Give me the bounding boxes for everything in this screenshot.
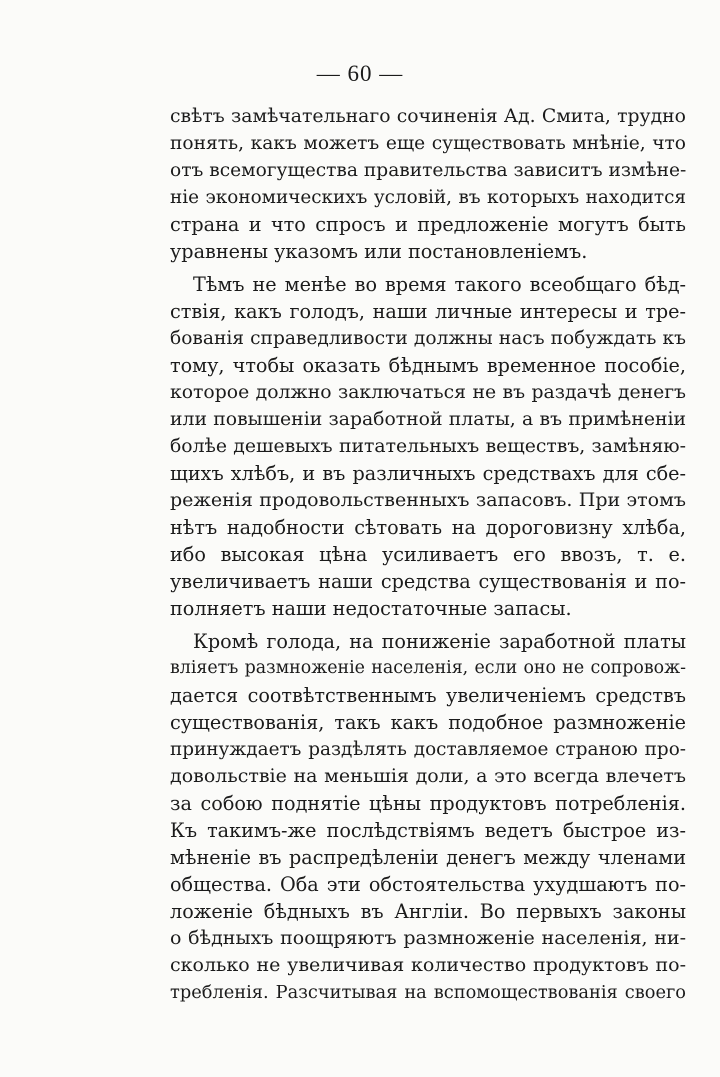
paragraph-2 <box>170 271 686 622</box>
text-line: которое должно заключаться не въ раздачѣ денегъ <box>170 382 686 403</box>
text-line: дается соотвѣтственнымъ увеличеніемъ средствъ <box>170 684 686 707</box>
body-text <box>170 103 686 1006</box>
text-line: ствія, какъ голодъ, наши личные интересы и тре- <box>170 300 686 323</box>
text-line: сколько не увеличивая количество продуктовъ по- <box>170 954 686 976</box>
text-line: понять, какъ можетъ еще существовать мнѣніе, что <box>170 133 686 154</box>
text-line: свѣтъ замѣчательнаго сочиненія Ад. Смита, трудно <box>170 106 686 127</box>
text-line: или повышеніи заработной платы, а въ примѣненіи <box>170 409 686 430</box>
text-line: болѣе дешевыхъ питательныхъ веществъ, замѣняю- <box>170 436 686 457</box>
text-line: полняетъ наши недостаточные запасы. <box>170 597 572 620</box>
text-line: общества. Оба эти обстоятельства ухудшаютъ по- <box>170 873 686 896</box>
text-line: ибо высокая цѣна усиливаетъ его ввозъ, т. е. <box>170 543 686 566</box>
text-line: Къ такимъ-же послѣдствіямъ ведетъ быстрое из- <box>170 819 686 842</box>
text-line: мѣненіе въ распредѣленіи денегъ между членами <box>170 846 686 869</box>
text-line: ложеніе бѣдныхъ въ Англіи. Во первыхъ законы <box>170 900 686 923</box>
text-line: за собою поднятіе цѣны продуктовъ потребленія. <box>170 792 686 815</box>
page-number: — 60 — <box>316 61 404 86</box>
text-line: существованія, такъ какъ подобное размноженіе <box>170 711 686 734</box>
text-line: о бѣдныхъ поощряютъ размноженіе населенія, ни- <box>170 927 686 949</box>
text-line: нѣтъ надобности сѣтовать на дороговизну хлѣба, <box>170 516 686 539</box>
text-line: Тѣмъ не менѣе во время такого всеобщаго бѣд- <box>193 273 686 296</box>
text-line: довольствіе на меньшія доли, а это всегда влечетъ <box>170 765 686 787</box>
paragraph-3 <box>170 628 686 1006</box>
text-line: Кромѣ голода, на пониженіе заработной платы <box>193 630 686 653</box>
paragraph-1 <box>170 103 686 265</box>
text-line: тому, чтобы оказать бѣднымъ временное пособіе, <box>170 354 686 377</box>
text-line: ніе экономическихъ условій, въ которыхъ находится <box>170 187 686 208</box>
text-line: требленія. Разсчитывая на вспомоществованія своего <box>170 982 686 1003</box>
text-line: принуждаетъ раздѣлять доставляемое страною про- <box>170 739 686 760</box>
text-line: уравнены указомъ или постановленіемъ. <box>170 240 588 263</box>
text-line: увеличиваетъ наши средства существованія и по- <box>170 570 686 593</box>
text-line: реженія продовольственныхъ запасовъ. При этомъ <box>170 489 686 511</box>
text-line: щихъ хлѣбъ, и въ различныхъ средствахъ для сбе- <box>170 462 686 485</box>
text-line: страна и что спросъ и предложеніе могутъ быть <box>170 213 686 236</box>
text-line: вліяетъ размноженіе населенія, если оно не сопровож- <box>170 658 686 678</box>
text-line: отъ всемогущества правительства зависитъ измѣне- <box>170 160 687 181</box>
text-line: бованія справедливости должны насъ побуждать къ <box>170 328 686 349</box>
